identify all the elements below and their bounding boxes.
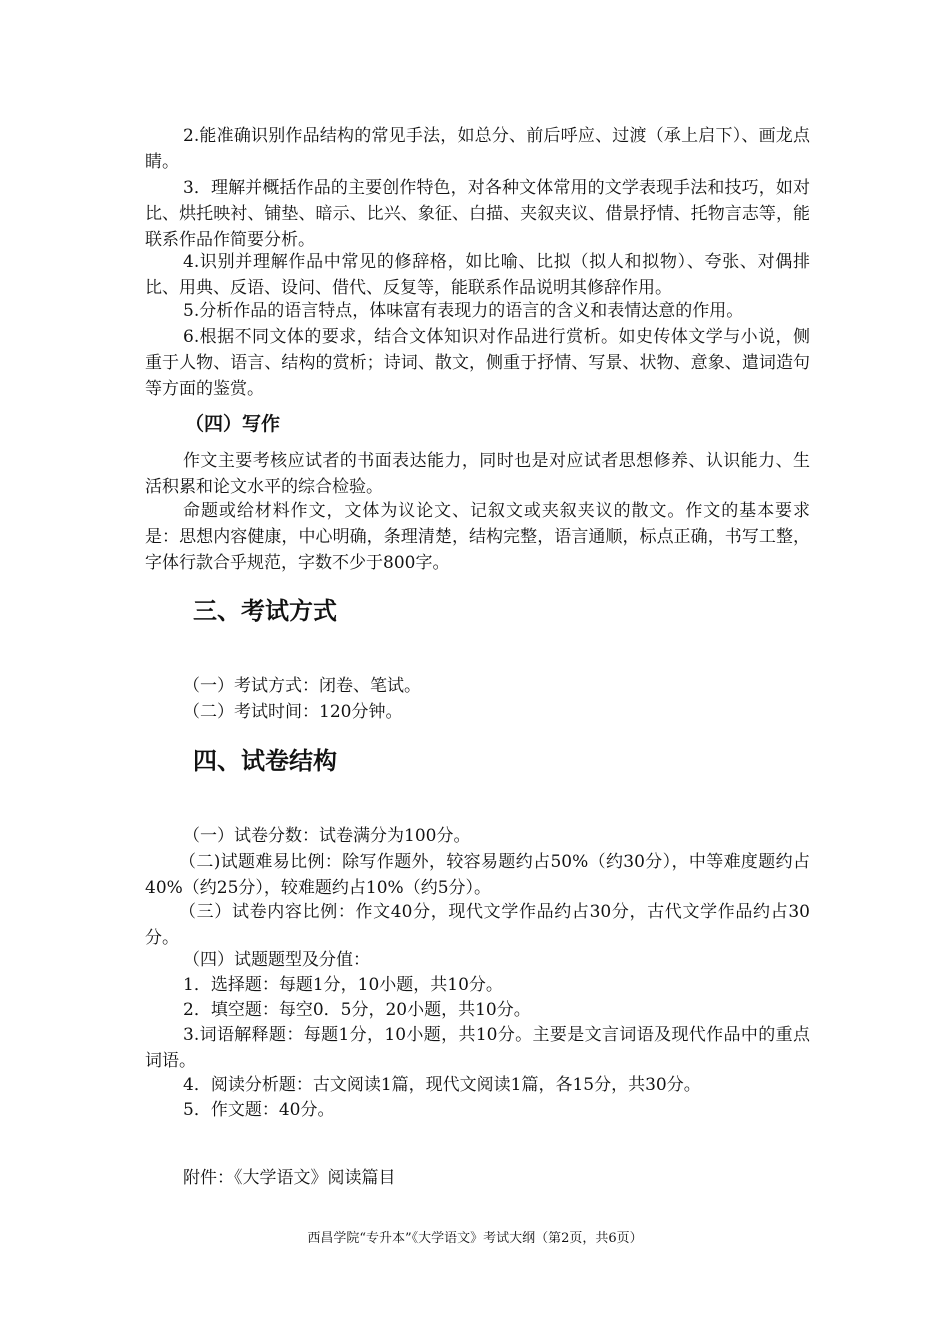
list-item: 6.根据不同文体的要求，结合文体知识对作品进行赏析。如史传体文学与小说，侧重于人物、语言、结构的赏析；诗词、散文，侧重于抒情、写景、状物、意象、遣词造句等方面的鉴赏。 xyxy=(145,327,810,399)
list-item: 3．理解并概括作品的主要创作特色，对各种文体常用的文学表现手法和技巧，如对比、烘托映衬、铺垫、暗示、比兴、象征、白描、夹叙夹议、借景抒情、托物言志等，能联系作品作简要分析。 xyxy=(145,178,810,250)
list-item: （三）试卷内容比例：作文40分，现代文学作品约占30分，古代文学作品约占30分。 xyxy=(145,902,810,948)
list-item: 5．作文题：40分。 xyxy=(183,1100,335,1120)
paragraph: 命题或给材料作文，文体为议论文、记叙文或夹叙夹议的散文。作文的基本要求是：思想内容健康，中心明确，条理清楚，结构完整，语言通顺，标点正确，书写工整，字体行款合乎规范，字数不少于800字。 xyxy=(145,501,810,573)
list-item: 3.词语解释题：每题1分，10小题，共10分。主要是文言词语及现代作品中的重点词语。 xyxy=(145,1025,810,1071)
page-footer: 西昌学院“专升本”《大学语文》考试大纲（第2页，共6页） xyxy=(307,1231,643,1246)
list-item: （一）试卷分数：试卷满分为100分。 xyxy=(183,826,471,846)
writing-heading: （四）写作 xyxy=(185,413,281,435)
list-item: （二）考试时间：120分钟。 xyxy=(183,702,403,722)
list-item: 4．阅读分析题：古文阅读1篇，现代文阅读1篇，各15分，共30分。 xyxy=(183,1075,701,1095)
list-item: （四）试题题型及分值： xyxy=(183,950,370,970)
paragraph: 作文主要考核应试者的书面表达能力，同时也是对应试者思想修养、认识能力、生活积累和论文水平的综合检验。 xyxy=(145,451,810,497)
list-item: （一）考试方式：闭卷、笔试。 xyxy=(183,676,421,696)
list-item: 1．选择题：每题1分，10小题，共10分。 xyxy=(183,975,503,995)
list-item: 4.识别并理解作品中常见的修辞格，如比喻、比拟（拟人和拟物）、夸张、对偶排比、用典、反语、设问、借代、反复等，能联系作品说明其修辞作用。 xyxy=(145,252,810,298)
list-item: 2.能准确识别作品结构的常见手法，如总分、前后呼应、过渡（承上启下）、画龙点睛。 xyxy=(145,126,810,172)
list-item: （二)试题难易比例：除写作题外，较容易题约占50%（约30分），中等难度题约占40%（约25分），较难题约占10%（约5分）。 xyxy=(145,852,810,898)
section-heading-exam-method: 三、考试方式 xyxy=(193,597,337,625)
attachment-note: 附件：《大学语文》阅读篇目 xyxy=(183,1168,396,1188)
section-heading-paper-structure: 四、试卷结构 xyxy=(193,747,337,775)
list-item: 5.分析作品的语言特点，体味富有表现力的语言的含义和表情达意的作用。 xyxy=(183,301,744,321)
list-item: 2．填空题：每空0．5分，20小题，共10分。 xyxy=(183,1000,531,1020)
